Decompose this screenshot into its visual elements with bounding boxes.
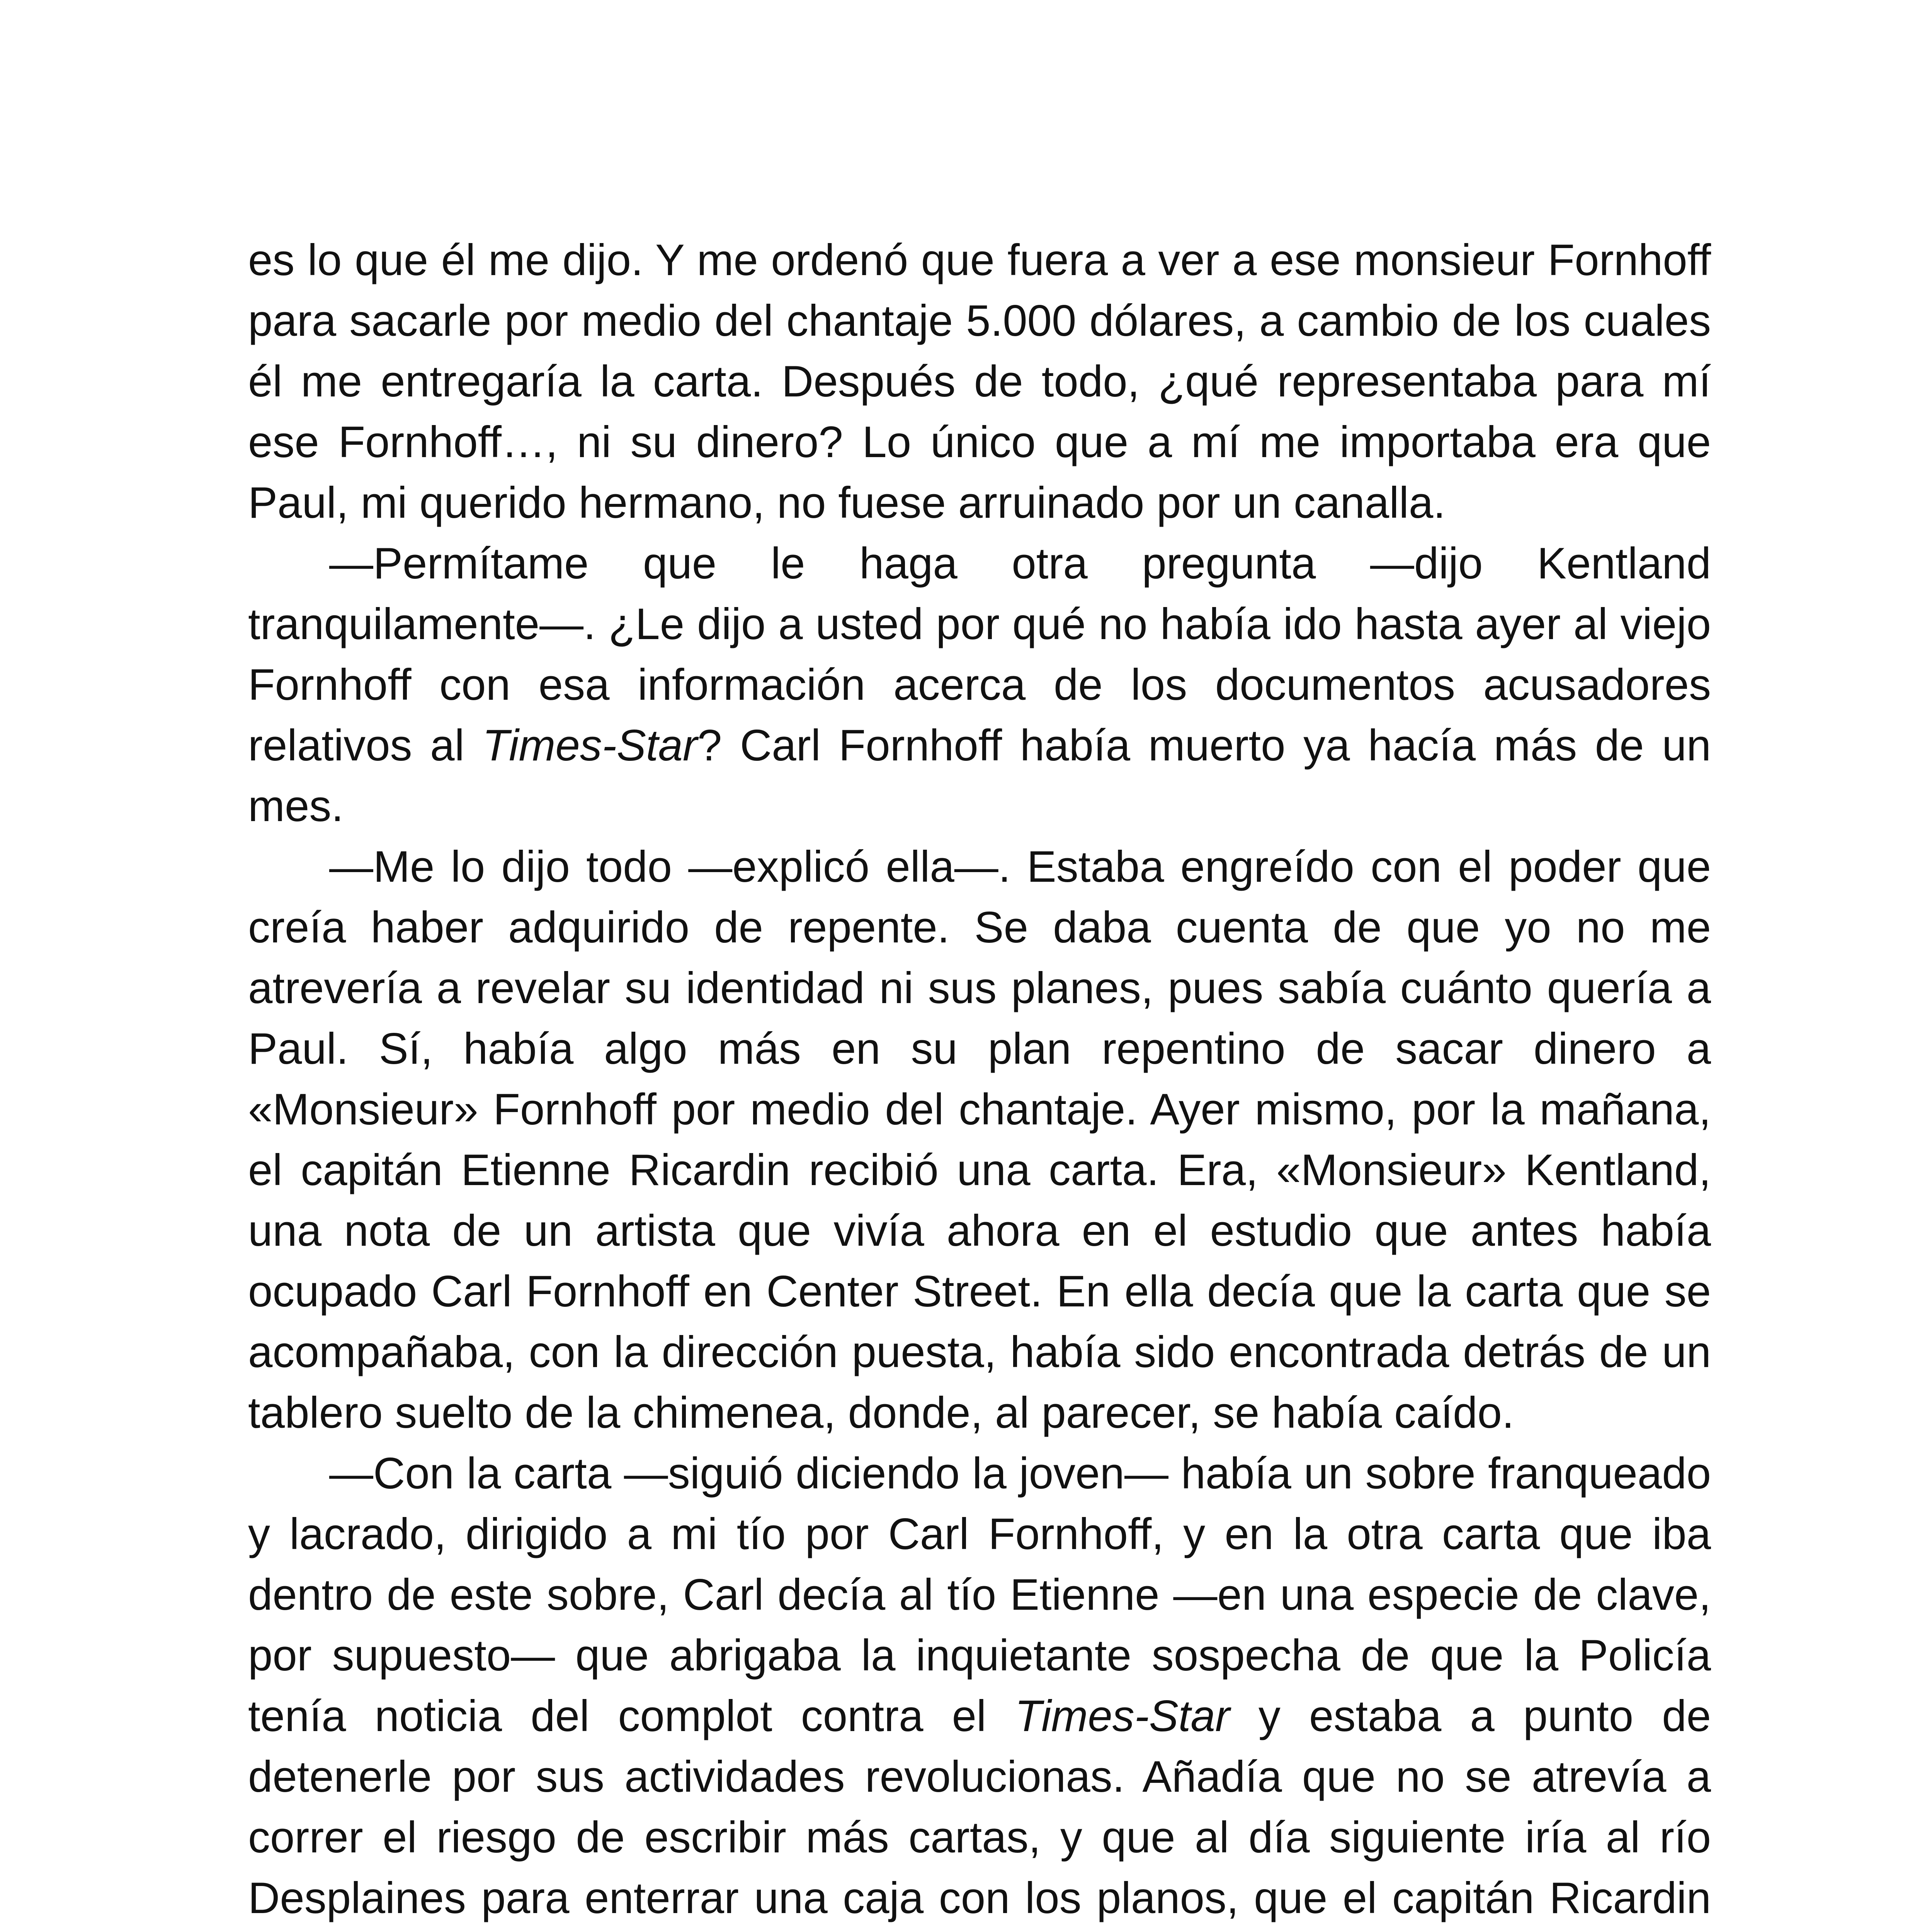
paragraph-4-text-start: —Con la carta —siguió diciendo la joven— había un sobre franqueado y lacrado, dirigido a mi tío por Carl Fornhoff, y en la otra carta que iba dentro de este sobre, Carl decía al tío Etienne —en una especie de clave, por supuesto— que abrigaba la inquietante sospecha de que la Policía tenía noticia del complot contra el (248, 1449, 1711, 1741)
paragraph-4-text-end: y estaba a punto de detenerle por sus actividades revolucionas. Añadía que no se atrevía a correr el riesgo de escribir más cartas, y que al día siguiente iría al río Desplaines para enterrar una caja con los planos, que el capitán Ricardin (248, 1692, 1711, 1923)
paragraph-3 (248, 837, 1711, 1443)
paragraph-4 (248, 1443, 1711, 1932)
newspaper-title: Times-Star (1015, 1692, 1230, 1741)
paragraph-2 (248, 533, 1711, 837)
paragraph-3-text: —Me lo dijo todo —explicó ella—. Estaba engreído con el poder que creía haber adquirido de repente. Se daba cuenta de que yo no me atrevería a revelar su identidad ni sus planes, pues sabía cuánto quería a Paul. Sí, había algo más en su plan repentino de sacar dinero a «Monsieur» Fornhoff por medio del chantaje. Ayer mismo, por la mañana, el capitán Etienne Ricardin recibió una carta. Era, «Monsieur» Kentland, una nota de un artista que vivía ahora en el estudio que antes había ocupado Carl Fornhoff en Center Street. En ella decía que la carta que se acompañaba, con la dirección puesta, había sido encontrada detrás de un tablero suelto de la chimenea, donde, al parecer, se había caído. (248, 842, 1711, 1437)
body-text (248, 230, 1711, 1932)
newspaper-title: Times-Star (482, 721, 697, 770)
paragraph-1-text: es lo que él me dijo. Y me ordenó que fuera a ver a ese monsieur Fornhoff para sacarle por medio del chantaje 5.000 dólares, a cambio de los cuales él me entregaría la carta. Después de todo, ¿qué representaba para mí ese Fornhoff…, ni su dinero? Lo único que a mí me importaba era que Paul, mi querido hermano, no fuese arruinado por un canalla. (248, 236, 1711, 527)
paragraph-1 (248, 230, 1711, 533)
paragraph-2-text-start: —Permítame que le haga otra pregunta —dijo Kentland tranquilamente—. ¿Le dijo a usted por qué no había ido hasta ayer al viejo Fornhoff con esa información acerca de los documentos acusadores relativos al (248, 539, 1711, 770)
paragraph-2-text-end: ? Carl Fornhoff había muerto ya hacía más de un mes. (248, 721, 1711, 831)
